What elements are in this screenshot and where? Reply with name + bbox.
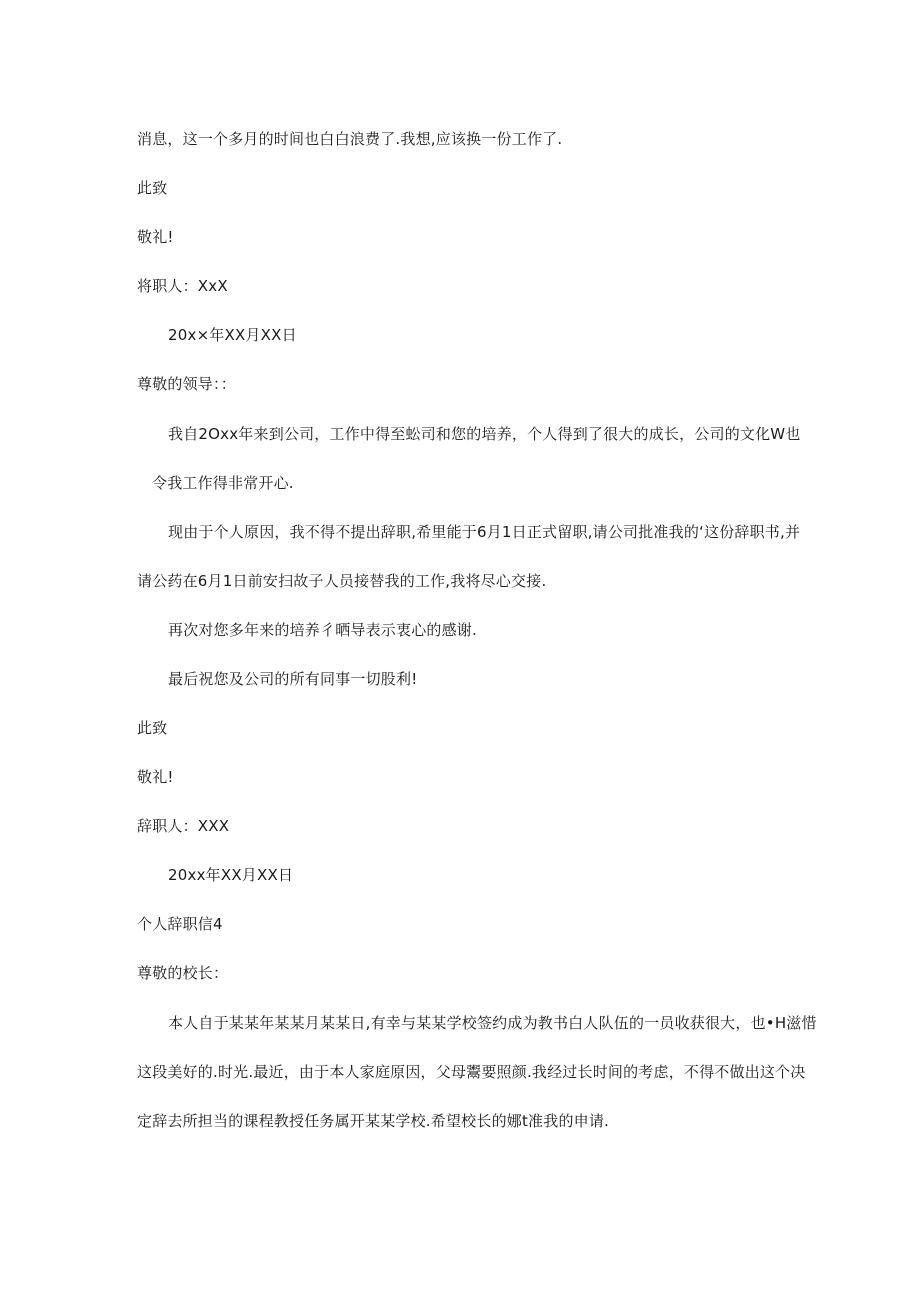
paragraph-line: 再次对您多年来的培养彳晒导表示衷心的感谢. (168, 621, 477, 639)
paragraph-line: 请公药在6月1日前安扫故子人员接替我的工作,我将尽心交接. (137, 572, 547, 590)
greeting-line: 尊敬的领导：： (137, 375, 236, 393)
closing-line: 此致 (137, 179, 168, 197)
salutation-line: 敬礼! (137, 228, 174, 246)
date-line: 20xx年XX月XX日 (168, 866, 294, 884)
paragraph-line: 定辞去所担当的课程教授任务属开某某学校.希望校长的娜t准我的申请. (137, 1112, 610, 1130)
paragraph-line: 消息，这一个多月的时间也白白浪费了.我想,应该换一份工作了. (137, 130, 563, 148)
paragraph-line: 这段美好的.时光.最近，由于本人家庭原因，父母鬻要照颜.我经过长时间的考虑，不得不做出这个决 (137, 1063, 806, 1081)
paragraph-line: 现由于个人原因，我不得不提出辞职,希里能于6月1日正式留职,请公司批准我的‘这份辞职书,并 (168, 523, 801, 541)
greeting-line: 尊敬的校长： (137, 964, 229, 982)
paragraph-line: 我自2Oxx年来到公司，工作中得至蚣司和您的培养，个人得到了很大的成长，公司的文化W也 (168, 425, 801, 443)
signature-line: 将职人：XxX (137, 277, 228, 295)
date-line: 20x×年XX月XX日 (168, 326, 297, 344)
signature-line: 辞职人：XXX (137, 817, 230, 835)
paragraph-line: 最后祝您及公司的所有同事一切股利! (168, 670, 418, 688)
paragraph-line: 本人自于某某年某某月某某日,有幸与某某学校签约成为教书白人队伍的一员收获很大，也•H滋惜 (168, 1014, 817, 1032)
paragraph-line: 令我工作得非常开心. (152, 474, 294, 492)
salutation-line: 敬礼! (137, 768, 174, 786)
section-title: 个人辞职信4 (137, 915, 223, 933)
closing-line: 此致 (137, 719, 168, 737)
